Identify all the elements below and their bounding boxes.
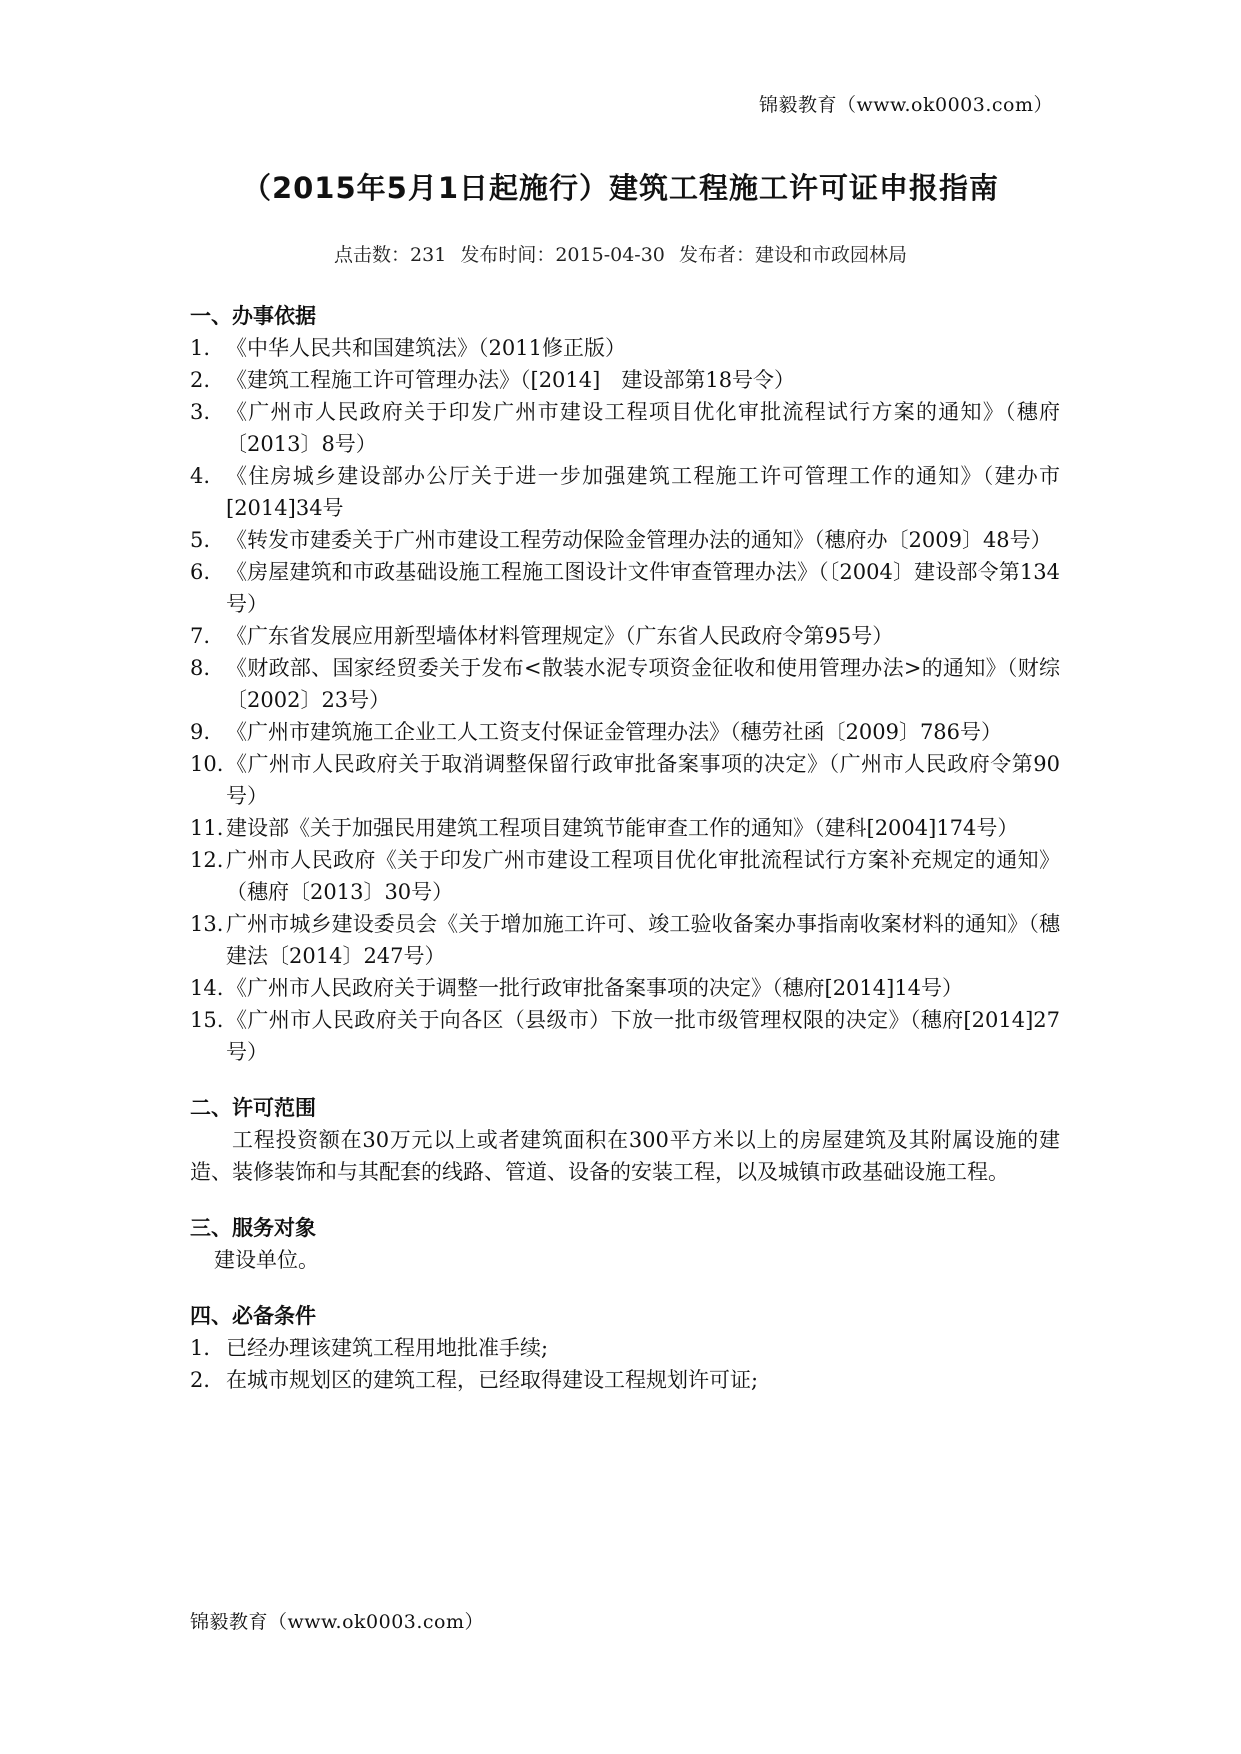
list-item-number: 3.	[190, 400, 211, 424]
list-item-text: 《广东省发展应用新型墙体材料管理规定》（广东省人民政府令第95号）	[226, 624, 894, 648]
list-item-number: 12.	[190, 848, 224, 872]
list-item-number: 10.	[190, 752, 224, 776]
list-item-number: 8.	[190, 656, 211, 680]
list-item	[190, 652, 1060, 716]
list-item-text: 《中华人民共和国建筑法》（2011修正版）	[226, 336, 626, 360]
scope-paragraph: 工程投资额在30万元以上或者建筑面积在300平方米以上的房屋建筑及其附属设施的建造、装修装饰和与其配套的线路、管道、设备的安装工程，以及城镇市政基础设施工程。	[190, 1128, 1060, 1184]
basis-list	[190, 332, 1060, 1068]
click-count: 点击数：231	[334, 244, 447, 266]
list-item-number: 2．	[190, 1368, 225, 1392]
page-title: （2015年5月1日起施行）建筑工程施工许可证申报指南	[241, 171, 1000, 205]
list-item-number: 1.	[190, 336, 211, 360]
footer-watermark-text: 锦毅教育（www.ok0003.com）	[190, 1611, 485, 1633]
conditions-list	[190, 1332, 1060, 1396]
section-title-target: 三、服务对象	[190, 1216, 316, 1240]
list-item	[190, 908, 1060, 972]
list-item-number: 15.	[190, 1008, 224, 1032]
list-item-text: 《住房城乡建设部办公厅关于进一步加强建筑工程施工许可管理工作的通知》（建办市[2014]34号	[226, 464, 1060, 520]
list-item	[190, 748, 1060, 812]
list-item	[190, 364, 1060, 396]
list-item	[190, 332, 1060, 364]
list-item-text: 《建筑工程施工许可管理办法》（[2014] 建设部第18号令）	[226, 368, 796, 392]
list-item-number: 9.	[190, 720, 211, 744]
list-item	[190, 460, 1060, 524]
header-watermark-text: 锦毅教育（www.ok0003.com）	[758, 94, 1053, 116]
document-body	[190, 300, 1060, 1396]
section-title-conditions: 四、必备条件	[190, 1304, 316, 1328]
list-item-text: 建设部《关于加强民用建筑工程项目建筑节能审查工作的通知》（建科[2004]174号）	[226, 816, 1019, 840]
list-item	[190, 524, 1060, 556]
publisher: 发布者：建设和市政园林局	[678, 244, 907, 266]
target-paragraph: 建设单位。	[214, 1248, 319, 1272]
list-item-number: 11.	[190, 816, 224, 840]
list-item	[190, 1332, 1060, 1364]
list-item-number: 4.	[190, 464, 211, 488]
list-item	[190, 1004, 1060, 1068]
list-item-number: 13.	[190, 912, 224, 936]
list-item	[190, 620, 1060, 652]
list-item-number: 7.	[190, 624, 211, 648]
list-item-text: 《广州市人民政府关于调整一批行政审批备案事项的决定》（穗府[2014]14号）	[226, 976, 964, 1000]
list-item-number: 2.	[190, 368, 211, 392]
list-item-text: 广州市城乡建设委员会《关于增加施工许可、竣工验收备案办事指南收案材料的通知》（穗建法〔2014〕247号）	[226, 912, 1060, 968]
publish-time: 发布时间：2015-04-30	[460, 244, 665, 266]
list-item	[190, 812, 1060, 844]
list-item-number: 14.	[190, 976, 224, 1000]
list-item-text: 《转发市建委关于广州市建设工程劳动保险金管理办法的通知》（穗府办〔2009〕48号）	[226, 528, 1052, 552]
list-item	[190, 716, 1060, 748]
list-item-number: 5.	[190, 528, 211, 552]
list-item-text: 《广州市人民政府关于取消调整保留行政审批备案事项的决定》（广州市人民政府令第90号）	[226, 752, 1060, 808]
list-item-text: 《财政部、国家经贸委关于发布<散装水泥专项资金征收和使用管理办法>的通知》（财综〔2002〕23号）	[226, 656, 1060, 712]
list-item-text: 《房屋建筑和市政基础设施工程施工图设计文件审查管理办法》（〔2004〕建设部令第134号）	[226, 560, 1060, 616]
list-item-text: 《广州市建筑施工企业工人工资支付保证金管理办法》（穗劳社函〔2009〕786号）	[226, 720, 1003, 744]
list-item-text: 《广州市人民政府关于印发广州市建设工程项目优化审批流程试行方案的通知》（穗府〔2013〕8号）	[226, 400, 1060, 456]
list-item	[190, 844, 1060, 908]
list-item-text: 广州市人民政府《关于印发广州市建设工程项目优化审批流程试行方案补充规定的通知》（穗府〔2013〕30号）	[226, 848, 1060, 904]
list-item	[190, 396, 1060, 460]
section-title-scope: 二、许可范围	[190, 1096, 316, 1120]
list-item	[190, 556, 1060, 620]
list-item	[190, 972, 1060, 1004]
list-item-text: 《广州市人民政府关于向各区（县级市）下放一批市级管理权限的决定》（穗府[2014]27号）	[226, 1008, 1060, 1064]
list-item-number: 6.	[190, 560, 211, 584]
article-meta	[0, 240, 1241, 267]
list-item-text: 已经办理该建筑工程用地批准手续;	[226, 1336, 549, 1360]
section-title-basis: 一、办事依据	[190, 304, 316, 328]
list-item-number: 1．	[190, 1336, 225, 1360]
list-item	[190, 1364, 1060, 1396]
list-item-text: 在城市规划区的建筑工程，已经取得建设工程规划许可证;	[226, 1368, 759, 1392]
